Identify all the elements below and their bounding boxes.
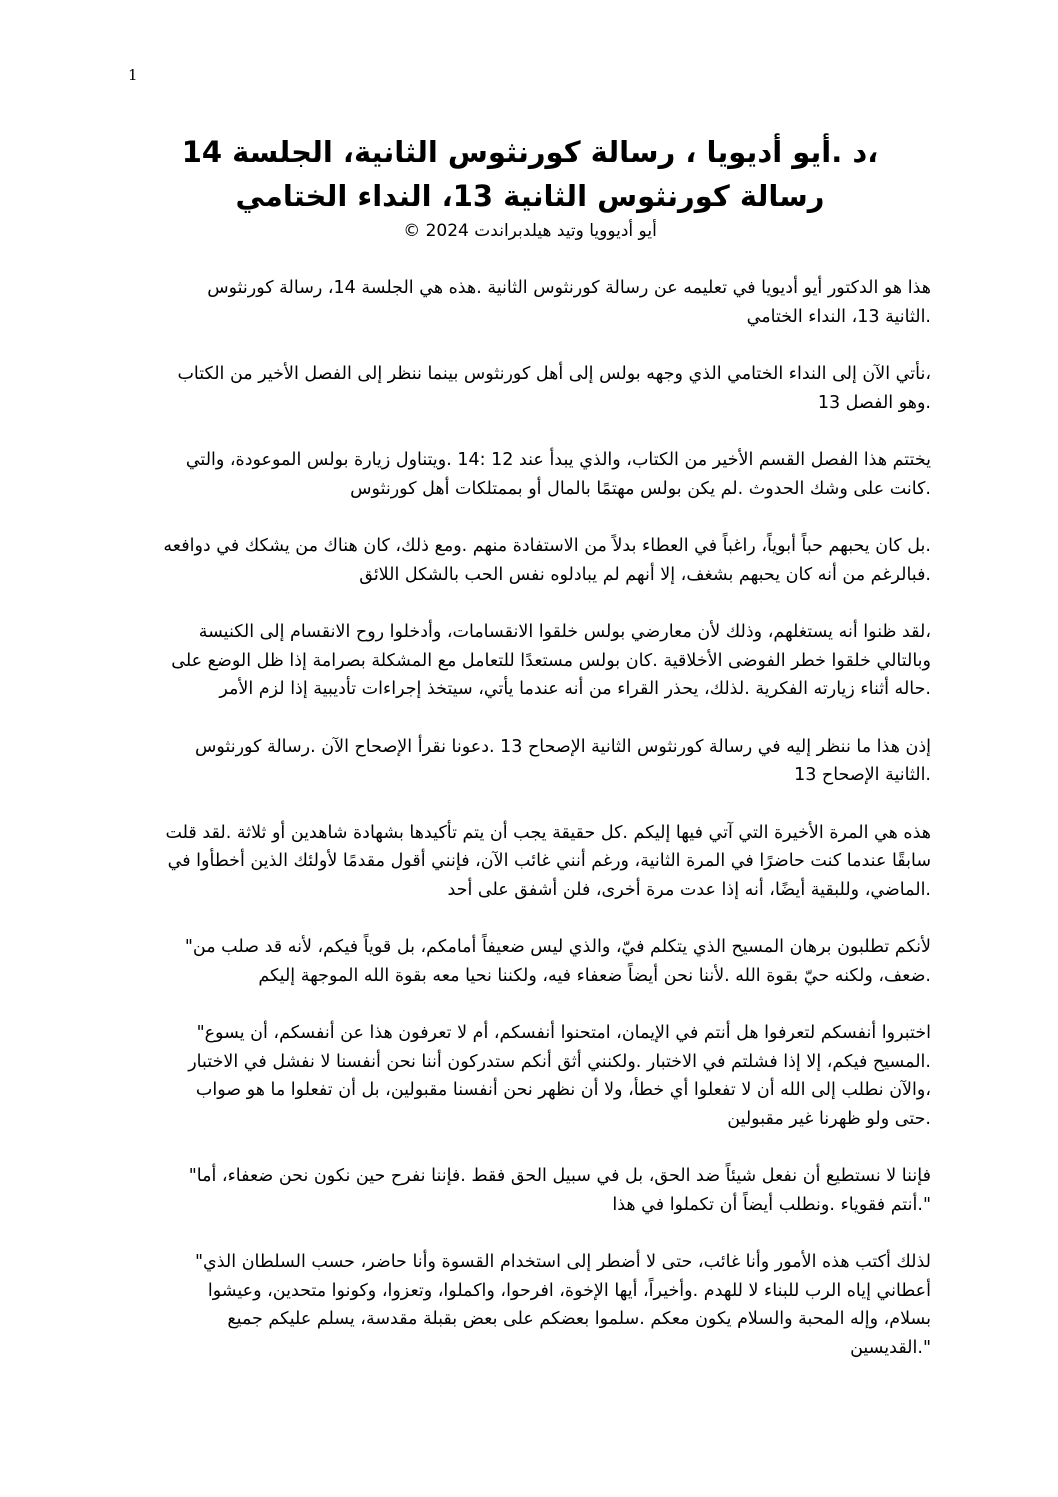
- paragraph-line: .الثانية 13، النداء الختامي: [746, 306, 931, 327]
- paragraph-line: .الماضي، وللبقية أيضًا، أنه إذا عدت مرة أخرى، فلن أشفق على أحد: [447, 879, 931, 900]
- paragraph-line: إذن هذا ما ننظر إليه في رسالة كورنثوس الثانية الإصحاح 13 .دعونا نقرأ الإصحاح الآن .رسالة كورنثوس: [195, 736, 931, 757]
- paragraph-line: اختبروا أنفسكم لتعرفوا هل أنتم في الإيمان، امتحنوا أنفسكم، أم لا تعرفون هذا عن أنفسكم، أن يسوع": [196, 1023, 931, 1043]
- paragraph-line: ،والآن نطلب إلى الله أن لا تفعلوا أي خطأ، ولا أن نظهر نحن أنفسنا مقبولين، بل أن تفعلوا ما هو صواب: [195, 1080, 931, 1100]
- paragraph: [128, 1248, 931, 1362]
- paragraph-line: .الثانية الإصحاح 13: [794, 765, 931, 785]
- paragraph-line: .وهو الفصل 13: [817, 392, 931, 413]
- paragraph: [128, 360, 931, 417]
- paragraph-line: لذلك أكتب هذه الأمور وأنا غائب، حتى لا أضطر إلى استخدام القسوة وأنا حاضر، حسب السلطان الذي": [195, 1252, 931, 1272]
- copyright-notice: أيو أديووﻳﺎ وتيد هيلدبراندت 2024 ©: [403, 221, 657, 241]
- paragraph-line: ".أنتم فقوياء .ونطلب أيضاً أن تكملوا في هذا: [612, 1194, 931, 1215]
- paragraph: [128, 1019, 931, 1133]
- paragraph-line: .فبالرغم من أنه كان يحبهم بشغف، إلا أنهم لم يبادلوه نفس الحب بالشكل اللائق: [359, 564, 931, 585]
- paragraph: [128, 819, 931, 905]
- paragraph-line: أعطاني إياه الرب للبناء لا للهدم .وأخيراً، أيها الإخوة، افرحوا، واكملوا، وتعزوا، وكونوا متحدين، وعيشوا: [207, 1280, 931, 1301]
- paragraph: [128, 1162, 931, 1219]
- title-line-2: رسالة كورنثوس الثانية 13، النداء الختامي: [235, 179, 825, 213]
- paragraph-line: .المسيح فيكم، إلا إذا فشلتم في الاختبار .ولكنني أثق أنكم ستدركون أننا نحن أنفسنا لا نفشل في الاختبار: [188, 1051, 931, 1072]
- paragraph: [128, 733, 931, 790]
- paragraph-line: ".القديسين: [850, 1337, 931, 1358]
- paragraph-line: هذا هو الدكتور أيو أديويا في تعليمه عن رسالة كورنثوس الثانية .هذه هي الجلسة 14، رسالة كورنثوس: [207, 278, 931, 298]
- paragraph-line: بسلام، وإله المحبة والسلام يكون معكم .سلموا بعضكم على بعض بقبلة مقدسة، يسلم عليكم جميع: [227, 1309, 931, 1329]
- page-number: 1: [128, 66, 138, 84]
- paragraph-line: .حاله أثناء زيارته الفكرية .لذلك، يحذر القراء من أنه عندما يأتي، سيتخذ إجراءات تأديبية إذا لزم الأمر: [219, 679, 931, 699]
- paragraph-line: سابقًا عندما كنت حاضرًا في المرة الثانية، ورغم أنني غائب الآن، فإنني أقول مقدمًا لأولئك الذين أخطأوا في: [167, 851, 931, 871]
- paragraph-line: .ضعف، ولكنه حيّ بقوة الله .لأننا نحن أيضاً ضعفاء فيه، ولكننا نحيا معه بقوة الله الموجهة إليكم: [258, 965, 931, 986]
- paragraph: [128, 532, 931, 589]
- paragraph-line: .حتى ولو ظهرنا غير مقبولين: [727, 1108, 931, 1129]
- paragraph-line: .كانت على وشك الحدوث .لم يكن بولس مهتمًا بالمال أو بممتلكات أهل كورنثوس: [350, 478, 931, 499]
- paragraph-line: وبالتالي خلقوا خطر الفوضى الأخلاقية .كان بولس مستعدًا للتعامل مع المشكلة بصرامة إذا ظل الوضع على: [171, 650, 931, 671]
- document-body: [128, 274, 931, 1391]
- paragraph-line: لأنكم تطلبون برهان المسيح الذي يتكلم فيّ، والذي ليس ضعيفاً أمامكم، بل قوياً فيكم، لأنه قد صلب من": [184, 937, 931, 957]
- document-header: [130, 130, 930, 244]
- paragraph: [128, 274, 931, 331]
- paragraph-line: فإننا لا نستطيع أن نفعل شيئاً ضد الحق، بل في سبيل الحق فقط .فإننا نفرح حين نكون نحن ضعفاء، أما": [188, 1166, 931, 1186]
- paragraph-line: .بل كان يحبهم حباً أبوياً، راغباً في العطاء بدلاً من الاستفادة منهم .ومع ذلك، كان هناك من يشكك في دوافعه: [163, 536, 931, 556]
- title-line-1: ،د .أيو أديويا ، رسالة كورنثوس الثانية، الجلسة 14: [181, 135, 879, 169]
- paragraph-line: هذه هي المرة الأخيرة التي آتي فيها إليكم .كل حقيقة يجب أن يتم تأكيدها بشهادة شاهدين أو ثلاثة .لقد قلت: [165, 822, 931, 843]
- paragraph: [128, 618, 931, 704]
- paragraph: [128, 933, 931, 990]
- paragraph: [128, 446, 931, 503]
- paragraph-line: ،نأتي الآن إلى النداء الختامي الذي وجهه بولس إلى أهل كورنثوس بينما ننظر إلى الفصل الأخير من الكتاب: [177, 364, 931, 384]
- paragraph-line: يختتم هذا الفصل القسم الأخير من الكتاب، والذي يبدأ عند 12 :14 .ويتناول زيارة بولس الموعودة، والتي: [185, 450, 931, 470]
- paragraph-line: ،لقد ظنوا أنه يستغلهم، وذلك لأن معارضي بولس خلقوا الانقسامات، وأدخلوا روح الانقسام إلى الكنيسة: [198, 622, 931, 642]
